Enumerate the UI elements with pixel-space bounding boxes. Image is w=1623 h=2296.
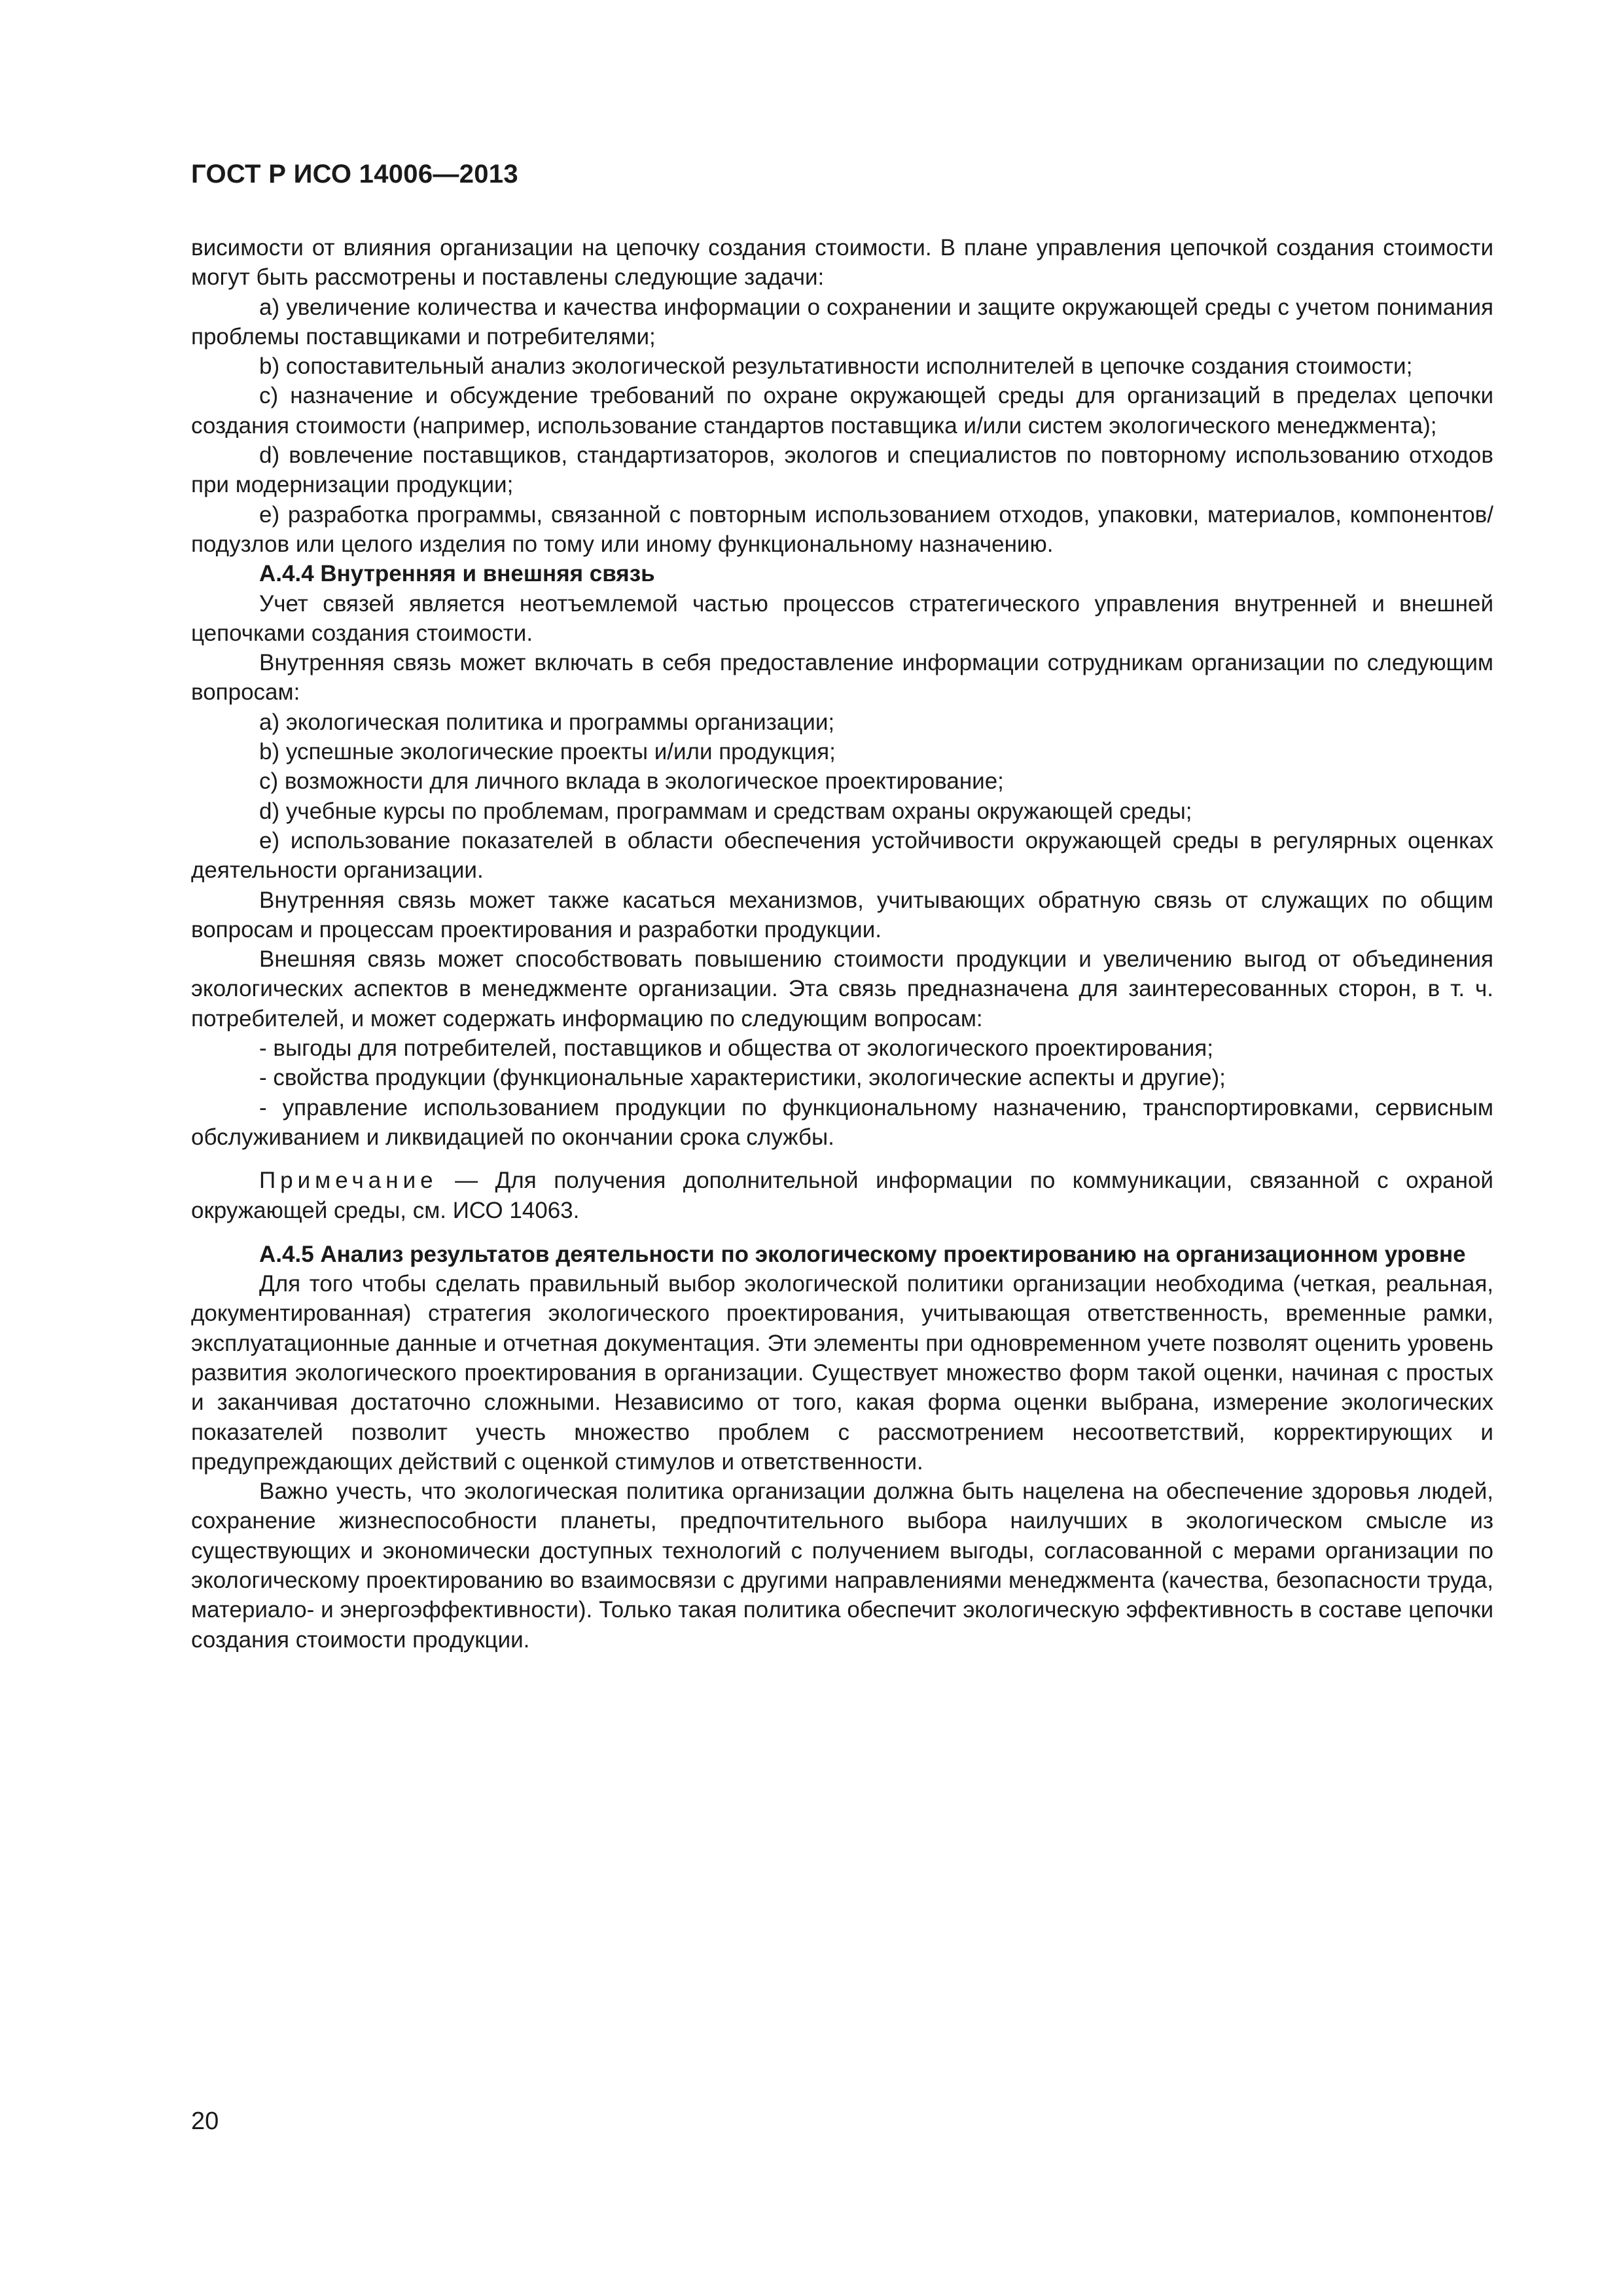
- list-item: d) вовлечение поставщиков, стандартизаторов, экологов и специалистов по повторному использованию отходов при модернизации продукции;: [191, 442, 1493, 498]
- list-item: - свойства продукции (функциональные характеристики, экологические аспекты и другие);: [259, 1065, 1226, 1091]
- paragraph: Важно учесть, что экологическая политика организации должна быть нацелена на обеспечение здоровья людей, сохранение жизнеспособности планеты, предпочтительного выбора наилучших в экологическом смысле из существующих и экономически доступных технологий с получением выгоды, согласованной с мерами организации по экологическому проектированию во взаимосвязи с другими направлениями менеджмента (качества, безопасности труда, материало- и энергоэффективности). Только такая политика обеспечит экологическую эффективность в составе цепочки создания стоимости продукции.: [191, 1479, 1493, 1653]
- note-label: Примечание: [259, 1168, 438, 1194]
- list-item: a) увеличение количества и качества информации о сохранении и защите окружающей среды с учетом понимания проблемы поставщиками и потребителями;: [191, 294, 1493, 350]
- paragraph: Внешняя связь может способствовать повышению стоимости продукции и увеличению выгод от объединения экологических аспектов в менеджменте организации. Эта связь предназначена для заинтересованных сторон, в т. ч. потребителей, и может содержать информацию по следующим вопросам:: [191, 946, 1493, 1031]
- list-item: d) учебные курсы по проблемам, программам и средствам охраны окружающей среды;: [259, 798, 1192, 824]
- section-heading: А.4.4 Внутренняя и внешняя связь: [259, 561, 655, 587]
- list-item: c) назначение и обсуждение требований по охране окружающей среды для организаций в пределах цепочки создания стоимости (например, использование стандартов поставщика и/или систем экологического менеджмента);: [191, 383, 1493, 439]
- list-item: - выгоды для потребителей, поставщиков и общества от экологического проектирования;: [259, 1035, 1213, 1062]
- list-item: e) разработка программы, связанной с повторным использованием отходов, упаковки, материалов, компонентов/подузлов или целого изделия по тому или иному функциональному назначению.: [191, 501, 1493, 557]
- paragraph: Внутренняя связь может включать в себя предоставление информации сотрудникам организации по следующим вопросам:: [191, 650, 1493, 706]
- paragraph: Внутренняя связь может также касаться механизмов, учитывающих обратную связь от служащих по общим вопросам и процессам проектирования и разработки продукции.: [191, 887, 1493, 942]
- document-body: [191, 233, 1493, 1655]
- list-item: a) экологическая политика и программы организации;: [259, 709, 835, 735]
- section-heading: А.4.5 Анализ результатов деятельности по экологическому проектированию на организационном уровне: [259, 1241, 1466, 1267]
- list-item: c) возможности для личного вклада в экологическое проектирование;: [259, 768, 1004, 795]
- paragraph: Учет связей является неотъемлемой частью процессов стратегического управления внутренней и внешней цепочками создания стоимости.: [191, 590, 1493, 646]
- document-header: ГОСТ Р ИСО 14006—2013: [191, 160, 518, 188]
- list-item: e) использование показателей в области обеспечения устойчивости окружающей среды в регулярных оценках деятельности организации.: [191, 827, 1493, 884]
- list-item: - управление использованием продукции по функциональному назначению, транспортировками, сервисным обслуживанием и ликвидацией по окончании срока службы.: [191, 1094, 1493, 1150]
- paragraph: Для того чтобы сделать правильный выбор экологической политики организации необходима (четкая, реальная, документированная) стратегия экологического проектирования, учитывающая ответственность, временные рамки, эксплуатационные данные и отчетная документация. Эти элементы при одновременном учете позволят оценить уровень развития экологического проектирования в организации. Существует множество форм такой оценки, начиная с простых и заканчивая достаточно сложными. Независимо от того, какая форма оценки выбрана, измерение экологических показателей позволит учесть множество проблем с рассмотрением несоответствий, корректирующих и предупреждающих действий с оценкой стимулов и ответственности.: [191, 1271, 1493, 1475]
- list-item: b) успешные экологические проекты и/или продукция;: [259, 739, 836, 765]
- note-text: — Для получения дополнительной информации по коммуникации, связанной с охраной окружающей среды, см. ИСО 14063.: [191, 1168, 1493, 1223]
- list-item: b) сопоставительный анализ экологической результативности исполнителей в цепочке создания стоимости;: [259, 353, 1413, 380]
- paragraph: висимости от влияния организации на цепочку создания стоимости. В плане управления цепочкой создания стоимости могут быть рассмотрены и поставлены следующие задачи:: [191, 235, 1493, 291]
- page-number: 20: [191, 2108, 219, 2135]
- note: [191, 1166, 1493, 1225]
